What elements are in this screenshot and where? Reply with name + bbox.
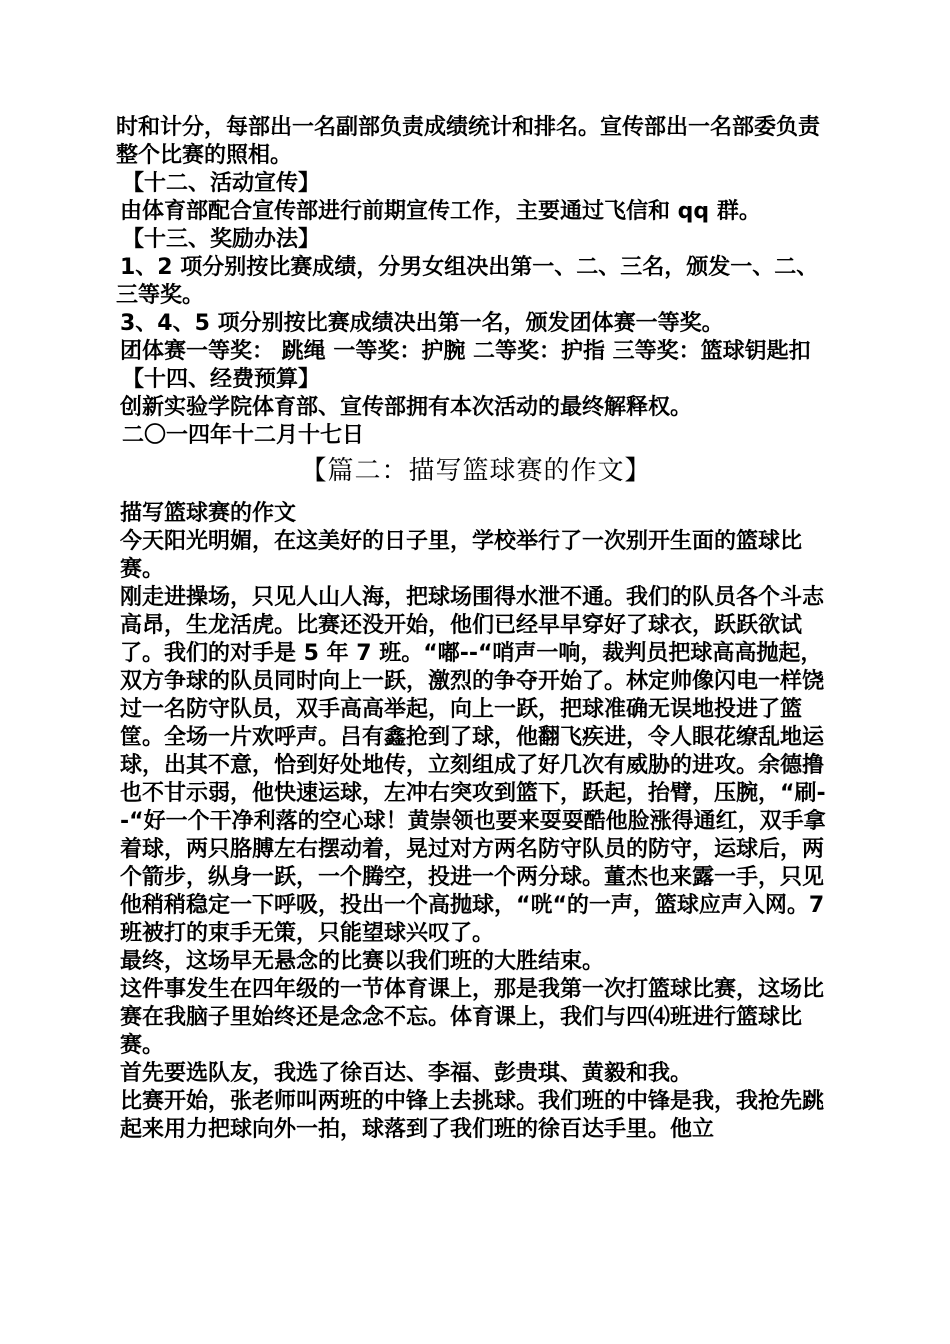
heading-budget: 【十四、经费预算】	[122, 367, 321, 392]
heading-awards: 【十三、奖励办法】	[122, 227, 321, 252]
paragraph-budget: 创新实验学院体育部、宣传部拥有本次活动的最终解释权。	[120, 395, 693, 420]
essay-title: 描写篮球赛的作文	[120, 501, 297, 526]
paragraph-awards-1-cont: 三等奖。	[116, 283, 205, 308]
paragraph-awards-1: 1、2 项分别按比赛成绩，分男女组决出第一、二、三名，颁发一、二、	[120, 255, 819, 280]
paragraph-awards-3: 团体赛一等奖： 跳绳 一等奖：护腕 二等奖：护指 三等奖：篮球钥匙扣	[120, 339, 811, 364]
essay-paragraph-2: 刚走进操场，只见人山人海，把球场围得水泄不通。我们的队员各个斗志高昂，生龙活虎。比赛还没开始，他们已经早早穿好了球衣，跃跃欲试了。我们的对手是 5 年 7 班。“嘟--“哨声一响，裁判员把球高高抛起，双方争球的队员同时向上一跃，激烈的争夺开始了。林定帅像闪电一样饶过一名防守队员，双手高高举起，向上一跃，把球准确无误地投进了篮筐。全场一片欢呼声。吕有鑫抢到了球，他翻飞疾进，令人眼花缭乱地运球，出其不意，恰到好处地传，立刻组成了好几次有威胁的进攻。余德撸也不甘示弱，他快速运球，左冲右突攻到篮下，跃起，抬臂，压腕，“刷--“好一个干净利落的空心球！黄崇领也要来耍耍酷他脸涨得通红，双手拿着球，两只胳膊左右摆动着，晃过对方两名防守队员的防守，运球后，两个箭步，纵身一跃，一个腾空，投进一个两分球。董杰也来露一手，只见他稍稍稳定一下呼吸，投出一个高抛球，“咣“的一声，篮球应声入网。7 班被打的束手无策，只能望球兴叹了。	[120, 585, 826, 946]
paragraph-publicity: 由体育部配合宣传部进行前期宣传工作，主要通过飞信和 qq 群。	[120, 199, 761, 224]
document-body	[116, 114, 836, 1144]
essay-paragraph-5: 首先要选队友，我选了徐百达、李福、彭贵琪、黄毅和我。	[120, 1061, 693, 1086]
essay-paragraph-6: 比赛开始，张老师叫两班的中锋上去挑球。我们班的中锋是我，我抢先跳起来用力把球向外一拍，球落到了我们班的徐百达手里。他立	[120, 1089, 825, 1142]
essay-paragraph-4: 这件事发生在四年级的一节体育课上，那是我第一次打篮球比赛，这场比赛在我脑子里始终还是念念不忘。体育课上，我们与四⑷班进行篮球比赛。	[120, 977, 825, 1058]
document-date: 二〇一四年十二月十七日	[122, 423, 365, 448]
essay-paragraph-3: 最终，这场早无悬念的比赛以我们班的大胜结束。	[120, 949, 605, 974]
paragraph-timing: 时和计分，每部出一名副部负责成绩统计和排名。宣传部出一名部委负责整个比赛的照相。	[116, 115, 821, 168]
essay-paragraph-1: 今天阳光明媚，在这美好的日子里，学校举行了一次别开生面的篮球比赛。	[120, 529, 803, 582]
heading-publicity: 【十二、活动宣传】	[122, 171, 321, 196]
section-title: 【篇二：描写篮球赛的作文】	[300, 456, 652, 486]
paragraph-awards-2: 3、4、5 项分别按比赛成绩决出第一名，颁发团体赛一等奖。	[120, 311, 724, 336]
